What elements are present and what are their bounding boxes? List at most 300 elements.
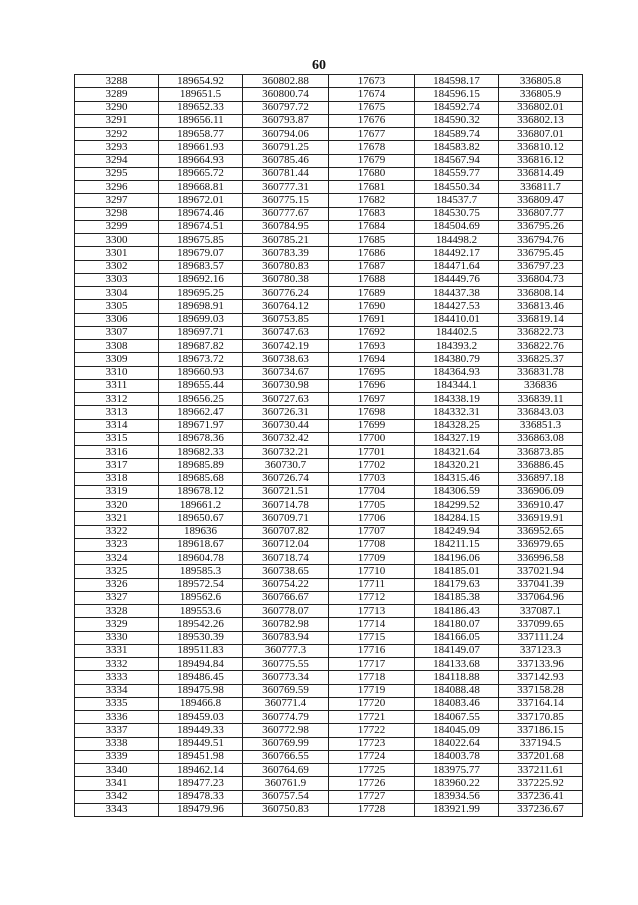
cell-point-b-id: 17684 [329,220,415,233]
table-row [75,591,583,604]
cell-point-b-x: 184504.69 [415,220,499,233]
cell-point-b-id: 17697 [329,393,415,406]
cell-point-b-x: 184149.07 [415,644,499,657]
cell-point-a-y: 360734.67 [243,366,329,379]
cell-point-b-id: 17690 [329,300,415,313]
cell-point-a-x: 189654.92 [159,75,243,88]
cell-point-b-y: 337111.24 [499,631,583,644]
cell-point-a-x: 189618.67 [159,538,243,551]
cell-point-a-x: 189685.68 [159,472,243,485]
cell-point-b-y: 336807.77 [499,207,583,220]
cell-point-a-y: 360738.65 [243,565,329,578]
cell-point-a-x: 189673.72 [159,353,243,366]
cell-point-b-y: 336811.7 [499,181,583,194]
cell-point-a-id: 3297 [75,194,159,207]
cell-point-b-id: 17718 [329,671,415,684]
cell-point-b-x: 184211.15 [415,538,499,551]
cell-point-b-id: 17715 [329,631,415,644]
cell-point-a-id: 3301 [75,247,159,260]
cell-point-a-x: 189678.36 [159,432,243,445]
cell-point-a-y: 360785.46 [243,154,329,167]
cell-point-b-id: 17694 [329,353,415,366]
cell-point-b-id: 17727 [329,790,415,803]
cell-point-a-y: 360727.63 [243,393,329,406]
cell-point-a-id: 3311 [75,379,159,392]
cell-point-b-id: 17713 [329,605,415,618]
table-row [75,114,583,127]
table-row [75,326,583,339]
cell-point-b-id: 17706 [329,512,415,525]
cell-point-b-y: 336795.26 [499,220,583,233]
cell-point-a-y: 360726.74 [243,472,329,485]
cell-point-a-y: 360777.3 [243,644,329,657]
cell-point-b-x: 184022.64 [415,737,499,750]
page-number: 60 [312,58,326,73]
cell-point-b-x: 184185.01 [415,565,499,578]
cell-point-b-y: 336813.46 [499,300,583,313]
cell-point-b-x: 184410.01 [415,313,499,326]
cell-point-b-id: 17677 [329,128,415,141]
cell-point-b-x: 184498.2 [415,234,499,247]
cell-point-b-id: 17686 [329,247,415,260]
cell-point-b-id: 17692 [329,326,415,339]
cell-point-a-id: 3312 [75,393,159,406]
cell-point-b-id: 17723 [329,737,415,750]
cell-point-a-id: 3307 [75,326,159,339]
table-row [75,287,583,300]
cell-point-a-id: 3340 [75,764,159,777]
cell-point-b-x: 184133.68 [415,658,499,671]
cell-point-a-x: 189655.44 [159,379,243,392]
table-row [75,618,583,631]
cell-point-b-id: 17710 [329,565,415,578]
cell-point-a-x: 189699.03 [159,313,243,326]
cell-point-a-y: 360747.63 [243,326,329,339]
table-row [75,393,583,406]
cell-point-a-id: 3294 [75,154,159,167]
cell-point-a-x: 189674.51 [159,220,243,233]
cell-point-b-x: 184449.76 [415,273,499,286]
cell-point-b-x: 184592.74 [415,101,499,114]
cell-point-a-x: 189656.11 [159,114,243,127]
cell-point-a-id: 3320 [75,499,159,512]
cell-point-b-x: 184590.32 [415,114,499,127]
cell-point-b-x: 184083.46 [415,697,499,710]
cell-point-b-x: 184321.64 [415,446,499,459]
table-row [75,419,583,432]
cell-point-b-x: 184559.77 [415,167,499,180]
cell-point-b-y: 336802.01 [499,101,583,114]
table-row [75,525,583,538]
cell-point-a-x: 189687.82 [159,340,243,353]
cell-point-a-id: 3336 [75,711,159,724]
cell-point-b-y: 337201.68 [499,750,583,763]
table-row [75,711,583,724]
cell-point-a-x: 189542.26 [159,618,243,631]
cell-point-b-y: 337087.1 [499,605,583,618]
table-row [75,220,583,233]
cell-point-b-y: 336814.49 [499,167,583,180]
cell-point-b-y: 336807.01 [499,128,583,141]
cell-point-a-x: 189674.46 [159,207,243,220]
cell-point-b-x: 183975.77 [415,764,499,777]
cell-point-a-id: 3321 [75,512,159,525]
cell-point-a-id: 3335 [75,697,159,710]
cell-point-a-x: 189671.97 [159,419,243,432]
cell-point-a-id: 3317 [75,459,159,472]
cell-point-a-x: 189672.01 [159,194,243,207]
cell-point-a-y: 360791.25 [243,141,329,154]
cell-point-b-y: 336831.78 [499,366,583,379]
cell-point-a-y: 360775.15 [243,194,329,207]
cell-point-b-y: 336897.18 [499,472,583,485]
cell-point-b-x: 184196.06 [415,552,499,565]
cell-point-b-x: 184596.15 [415,88,499,101]
cell-point-a-y: 360778.07 [243,605,329,618]
cell-point-a-y: 360773.34 [243,671,329,684]
cell-point-b-x: 184315.46 [415,472,499,485]
cell-point-a-id: 3331 [75,644,159,657]
cell-point-a-x: 189451.98 [159,750,243,763]
cell-point-a-x: 189636 [159,525,243,538]
table-row [75,260,583,273]
cell-point-b-x: 184185.38 [415,591,499,604]
cell-point-b-y: 336825.37 [499,353,583,366]
cell-point-b-y: 336808.14 [499,287,583,300]
table-row [75,578,583,591]
cell-point-a-id: 3315 [75,432,159,445]
cell-point-b-y: 337064.96 [499,591,583,604]
cell-point-b-id: 17720 [329,697,415,710]
cell-point-a-x: 189660.93 [159,366,243,379]
table-row [75,631,583,644]
cell-point-b-y: 336979.65 [499,538,583,551]
cell-point-a-y: 360714.78 [243,499,329,512]
cell-point-b-y: 336836 [499,379,583,392]
table-row [75,101,583,114]
cell-point-b-x: 183934.56 [415,790,499,803]
cell-point-a-id: 3293 [75,141,159,154]
cell-point-b-y: 337041.39 [499,578,583,591]
cell-point-a-id: 3326 [75,578,159,591]
cell-point-b-id: 17687 [329,260,415,273]
cell-point-a-id: 3334 [75,684,159,697]
cell-point-a-x: 189682.33 [159,446,243,459]
cell-point-b-x: 184550.34 [415,181,499,194]
cell-point-a-id: 3289 [75,88,159,101]
cell-point-a-x: 189665.72 [159,167,243,180]
cell-point-b-id: 17722 [329,724,415,737]
cell-point-a-y: 360718.74 [243,552,329,565]
table-row [75,684,583,697]
cell-point-a-id: 3306 [75,313,159,326]
cell-point-a-x: 189652.33 [159,101,243,114]
cell-point-a-y: 360757.54 [243,790,329,803]
table-row [75,88,583,101]
cell-point-a-id: 3338 [75,737,159,750]
cell-point-b-id: 17703 [329,472,415,485]
cell-point-a-x: 189656.25 [159,393,243,406]
table-row [75,737,583,750]
cell-point-a-y: 360766.55 [243,750,329,763]
cell-point-a-y: 360771.4 [243,697,329,710]
cell-point-b-y: 336919.91 [499,512,583,525]
cell-point-b-x: 184186.43 [415,605,499,618]
cell-point-a-id: 3302 [75,260,159,273]
cell-point-b-y: 337099.65 [499,618,583,631]
cell-point-a-x: 189675.85 [159,234,243,247]
cell-point-b-x: 184393.2 [415,340,499,353]
cell-point-b-id: 17689 [329,287,415,300]
cell-point-a-y: 360785.21 [243,234,329,247]
cell-point-b-y: 336952.65 [499,525,583,538]
table-row [75,273,583,286]
cell-point-a-x: 189661.2 [159,499,243,512]
cell-point-a-x: 189572.54 [159,578,243,591]
table-row [75,697,583,710]
cell-point-b-x: 184598.17 [415,75,499,88]
cell-point-a-y: 360721.51 [243,485,329,498]
cell-point-a-id: 3323 [75,538,159,551]
cell-point-b-y: 336873.85 [499,446,583,459]
cell-point-a-id: 3305 [75,300,159,313]
cell-point-b-y: 337123.3 [499,644,583,657]
table-row [75,313,583,326]
cell-point-b-y: 336797.23 [499,260,583,273]
cell-point-a-x: 189553.6 [159,605,243,618]
cell-point-a-y: 360769.59 [243,684,329,697]
cell-point-a-x: 189530.39 [159,631,243,644]
coordinates-table [74,74,583,817]
table-row [75,750,583,763]
cell-point-b-id: 17708 [329,538,415,551]
cell-point-a-x: 189585.3 [159,565,243,578]
cell-point-b-y: 336843.03 [499,406,583,419]
cell-point-b-x: 184402.5 [415,326,499,339]
cell-point-a-y: 360732.21 [243,446,329,459]
cell-point-b-id: 17724 [329,750,415,763]
cell-point-a-y: 360780.83 [243,260,329,273]
cell-point-b-y: 336804.73 [499,273,583,286]
table-row [75,671,583,684]
table-row [75,340,583,353]
cell-point-b-x: 184567.94 [415,154,499,167]
cell-point-b-id: 17675 [329,101,415,114]
cell-point-b-x: 184327.19 [415,432,499,445]
table-row [75,379,583,392]
cell-point-b-id: 17714 [329,618,415,631]
table-row [75,499,583,512]
cell-point-a-x: 189562.6 [159,591,243,604]
cell-point-a-y: 360780.38 [243,273,329,286]
cell-point-b-id: 17695 [329,366,415,379]
cell-point-b-x: 184427.53 [415,300,499,313]
cell-point-a-y: 360753.85 [243,313,329,326]
table-row [75,538,583,551]
cell-point-a-id: 3328 [75,605,159,618]
cell-point-b-x: 184338.19 [415,393,499,406]
cell-point-a-y: 360783.94 [243,631,329,644]
cell-point-b-y: 336863.08 [499,432,583,445]
cell-point-b-x: 184530.75 [415,207,499,220]
cell-point-a-y: 360777.67 [243,207,329,220]
cell-point-a-id: 3318 [75,472,159,485]
cell-point-b-x: 184180.07 [415,618,499,631]
cell-point-b-y: 336816.12 [499,154,583,167]
table-row [75,128,583,141]
cell-point-b-id: 17679 [329,154,415,167]
cell-point-b-id: 17704 [329,485,415,498]
cell-point-a-id: 3343 [75,803,159,816]
cell-point-b-x: 184118.88 [415,671,499,684]
cell-point-b-y: 336822.76 [499,340,583,353]
cell-point-b-y: 336886.45 [499,459,583,472]
cell-point-a-id: 3304 [75,287,159,300]
cell-point-a-x: 189650.67 [159,512,243,525]
cell-point-a-x: 189486.45 [159,671,243,684]
cell-point-a-y: 360769.99 [243,737,329,750]
cell-point-a-y: 360730.7 [243,459,329,472]
cell-point-a-x: 189698.91 [159,300,243,313]
cell-point-a-y: 360797.72 [243,101,329,114]
cell-point-a-x: 189683.57 [159,260,243,273]
cell-point-a-y: 360772.98 [243,724,329,737]
cell-point-a-id: 3342 [75,790,159,803]
cell-point-b-y: 337021.94 [499,565,583,578]
cell-point-a-y: 360766.67 [243,591,329,604]
cell-point-a-y: 360775.55 [243,658,329,671]
cell-point-a-y: 360776.24 [243,287,329,300]
cell-point-a-x: 189449.51 [159,737,243,750]
cell-point-b-x: 183960.22 [415,777,499,790]
table-row [75,432,583,445]
cell-point-b-x: 184589.74 [415,128,499,141]
cell-point-b-id: 17683 [329,207,415,220]
cell-point-a-y: 360764.69 [243,764,329,777]
cell-point-a-id: 3339 [75,750,159,763]
table-row [75,353,583,366]
cell-point-a-x: 189477.23 [159,777,243,790]
table-row [75,194,583,207]
cell-point-b-id: 17712 [329,591,415,604]
cell-point-a-y: 360783.39 [243,247,329,260]
cell-point-a-id: 3337 [75,724,159,737]
cell-point-a-x: 189466.8 [159,697,243,710]
table-row [75,406,583,419]
cell-point-a-y: 360732.42 [243,432,329,445]
table-row [75,459,583,472]
cell-point-a-id: 3298 [75,207,159,220]
cell-point-b-id: 17725 [329,764,415,777]
table-row [75,472,583,485]
cell-point-b-y: 336794.76 [499,234,583,247]
cell-point-b-id: 17674 [329,88,415,101]
cell-point-b-x: 184437.38 [415,287,499,300]
cell-point-a-x: 189662.47 [159,406,243,419]
cell-point-b-y: 337142.93 [499,671,583,684]
cell-point-a-x: 189459.03 [159,711,243,724]
table-row [75,552,583,565]
cell-point-a-id: 3332 [75,658,159,671]
cell-point-b-x: 184166.05 [415,631,499,644]
cell-point-b-x: 184537.7 [415,194,499,207]
cell-point-a-id: 3291 [75,114,159,127]
cell-point-b-y: 336809.47 [499,194,583,207]
cell-point-b-y: 336805.8 [499,75,583,88]
table-row [75,300,583,313]
cell-point-b-y: 336996.58 [499,552,583,565]
cell-point-b-x: 184088.48 [415,684,499,697]
cell-point-a-id: 3316 [75,446,159,459]
cell-point-b-y: 337158.28 [499,684,583,697]
cell-point-b-id: 17682 [329,194,415,207]
cell-point-a-y: 360754.22 [243,578,329,591]
cell-point-a-x: 189479.96 [159,803,243,816]
cell-point-a-y: 360781.44 [243,167,329,180]
table-row [75,247,583,260]
cell-point-a-id: 3290 [75,101,159,114]
cell-point-b-y: 336839.11 [499,393,583,406]
cell-point-b-x: 184249.94 [415,525,499,538]
cell-point-a-id: 3324 [75,552,159,565]
cell-point-a-id: 3303 [75,273,159,286]
cell-point-b-x: 184179.63 [415,578,499,591]
cell-point-a-y: 360794.06 [243,128,329,141]
cell-point-b-id: 17691 [329,313,415,326]
cell-point-b-x: 184492.17 [415,247,499,260]
cell-point-b-y: 337225.92 [499,777,583,790]
cell-point-b-y: 336819.14 [499,313,583,326]
cell-point-b-x: 184332.31 [415,406,499,419]
cell-point-b-y: 337133.96 [499,658,583,671]
cell-point-a-x: 189478.33 [159,790,243,803]
coordinates-table-body [75,75,583,817]
table-row [75,790,583,803]
cell-point-a-id: 3333 [75,671,159,684]
cell-point-b-id: 17707 [329,525,415,538]
cell-point-b-id: 17705 [329,499,415,512]
cell-point-a-y: 360707.82 [243,525,329,538]
cell-point-a-x: 189494.84 [159,658,243,671]
cell-point-b-id: 17688 [329,273,415,286]
cell-point-a-id: 3309 [75,353,159,366]
cell-point-a-x: 189664.93 [159,154,243,167]
table-row [75,485,583,498]
table-row [75,605,583,618]
cell-point-a-x: 189692.16 [159,273,243,286]
cell-point-a-y: 360774.79 [243,711,329,724]
cell-point-a-x: 189462.14 [159,764,243,777]
cell-point-a-y: 360750.83 [243,803,329,816]
table-row [75,366,583,379]
cell-point-a-id: 3330 [75,631,159,644]
cell-point-a-id: 3329 [75,618,159,631]
cell-point-a-x: 189511.83 [159,644,243,657]
cell-point-b-id: 17719 [329,684,415,697]
cell-point-a-id: 3314 [75,419,159,432]
cell-point-b-y: 336906.09 [499,485,583,498]
cell-point-a-y: 360730.98 [243,379,329,392]
cell-point-a-y: 360709.71 [243,512,329,525]
table-row [75,446,583,459]
cell-point-a-y: 360777.31 [243,181,329,194]
cell-point-a-y: 360793.87 [243,114,329,127]
cell-point-b-y: 337211.61 [499,764,583,777]
cell-point-b-x: 184364.93 [415,366,499,379]
cell-point-a-y: 360738.63 [243,353,329,366]
cell-point-a-x: 189475.98 [159,684,243,697]
cell-point-b-id: 17698 [329,406,415,419]
